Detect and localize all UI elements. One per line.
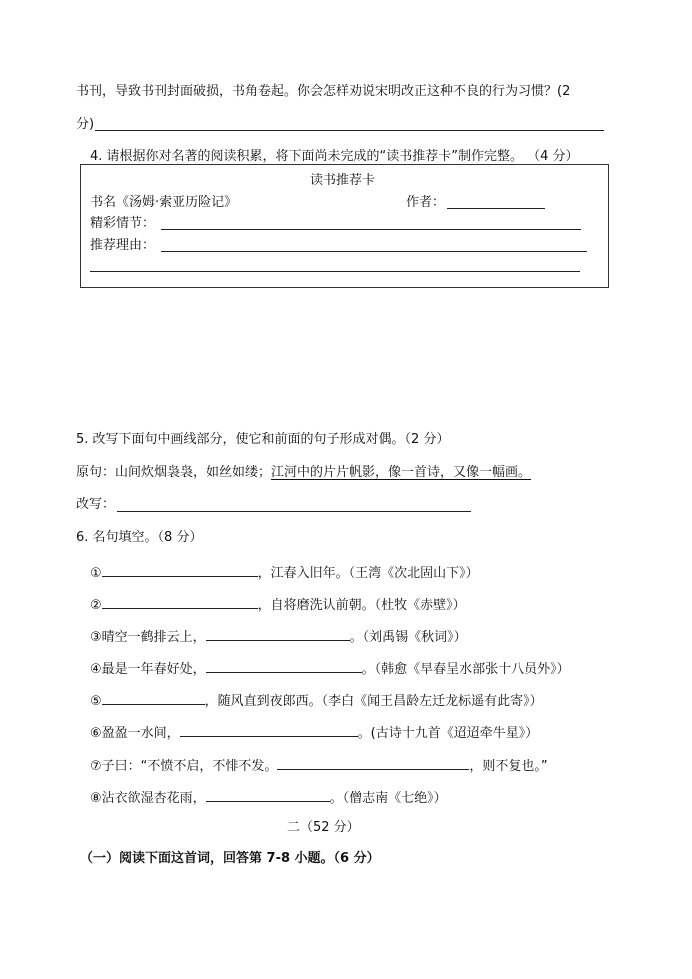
q5-original-plain: 山间炊烟袅袅，如丝如缕； — [115, 465, 272, 480]
q6-item-3 — [90, 627, 467, 646]
q6-item-8 — [90, 788, 447, 807]
item-before: 最是一年春好处， — [101, 662, 206, 677]
item-before: 晴空一鹤排云上， — [101, 630, 206, 645]
item-after: 。（刘禹锡《秋词》） — [349, 630, 467, 645]
q6-item-6 — [90, 723, 538, 742]
reading-recommendation-card — [80, 164, 609, 288]
q5-rewrite-label: 改写： — [76, 497, 116, 512]
item-number: ④ — [90, 662, 102, 677]
q6-item-4 — [90, 659, 570, 678]
q5-original — [76, 465, 531, 481]
fill-blank[interactable] — [277, 756, 469, 770]
card-reason-line-1[interactable] — [161, 251, 587, 252]
item-after: ，随风直到夜郎西。（李白《闻王昌龄左迁龙标遥有此寄》） — [204, 694, 543, 709]
q6-prompt: 6. 名句填空。（8 分） — [76, 530, 203, 545]
item-number: ① — [90, 566, 102, 581]
item-before: 子曰：“不愤不启，不悱不发。 — [101, 759, 278, 774]
item-number: ⑦ — [90, 759, 102, 774]
section-2-subtitle: （一）阅读下面这首词，回答第 7-8 小题。（6 分） — [80, 851, 380, 866]
q5-rewrite-line[interactable] — [117, 511, 471, 512]
card-author-line[interactable] — [447, 208, 545, 209]
item-after: 。(古诗十九首《迢迢牵牛星》） — [357, 726, 539, 741]
q6-item-2 — [90, 595, 466, 614]
card-reason-label: 推荐理由： — [90, 238, 156, 253]
card-book-name: 书名《汤姆·索亚历险记》 — [90, 195, 238, 210]
fill-blank[interactable] — [206, 627, 350, 641]
section-2-title: 二（52 分） — [287, 820, 360, 835]
item-after: 。（韩愈《早春呈水部张十八员外》） — [361, 662, 570, 677]
card-reason-line-2[interactable] — [90, 271, 580, 272]
item-before: 盈盈一水间， — [101, 726, 180, 741]
q4-prompt: 4. 请根据你对名著的阅读积累，将下面尚未完成的“读书推荐卡”制作完整。 （4 分） — [90, 149, 579, 164]
item-after: ，自将磨洗认前朝。（杜牧《赤壁》） — [257, 598, 466, 613]
fill-blank[interactable] — [102, 563, 258, 577]
card-plot-line[interactable] — [161, 229, 581, 230]
q5-prompt: 5. 改写下面句中画线部分，使它和前面的句子形成对偶。（2 分） — [76, 432, 450, 447]
item-number: ⑥ — [90, 726, 102, 741]
item-number: ⑧ — [90, 791, 102, 806]
q3-score-label: 分) — [76, 117, 95, 132]
card-title: 读书推荐卡 — [310, 173, 376, 188]
q5-original-label: 原句： — [76, 465, 116, 480]
fill-blank[interactable] — [206, 788, 330, 802]
item-after: ，江春入旧年。（王湾《次北固山下》） — [257, 566, 479, 581]
item-number: ② — [90, 598, 102, 613]
fill-blank[interactable] — [206, 659, 362, 673]
card-author-label: 作者： — [406, 195, 446, 210]
fill-blank[interactable] — [180, 723, 358, 737]
q6-item-1 — [90, 563, 479, 582]
q6-item-7 — [90, 756, 548, 775]
fill-blank[interactable] — [102, 691, 205, 705]
fill-blank[interactable] — [102, 595, 258, 609]
q6-item-5 — [90, 691, 543, 710]
item-before: 沾衣欲湿杏花雨， — [101, 791, 206, 806]
item-after: ，则不复也。” — [469, 759, 548, 774]
q3-answer-line[interactable] — [95, 130, 604, 131]
item-number: ⑤ — [90, 694, 102, 709]
item-number: ③ — [90, 630, 102, 645]
q3-text: 书刊，导致书刊封面破损，书角卷起。你会怎样劝说宋明改正这种不良的行为习惯？(2 — [76, 84, 571, 99]
item-after: 。（僧志南《七绝》） — [329, 791, 447, 806]
q5-original-underlined: 江河中的片片帆影，像一首诗，又像一幅画。 — [271, 465, 532, 480]
card-plot-label: 精彩情节： — [90, 216, 156, 231]
